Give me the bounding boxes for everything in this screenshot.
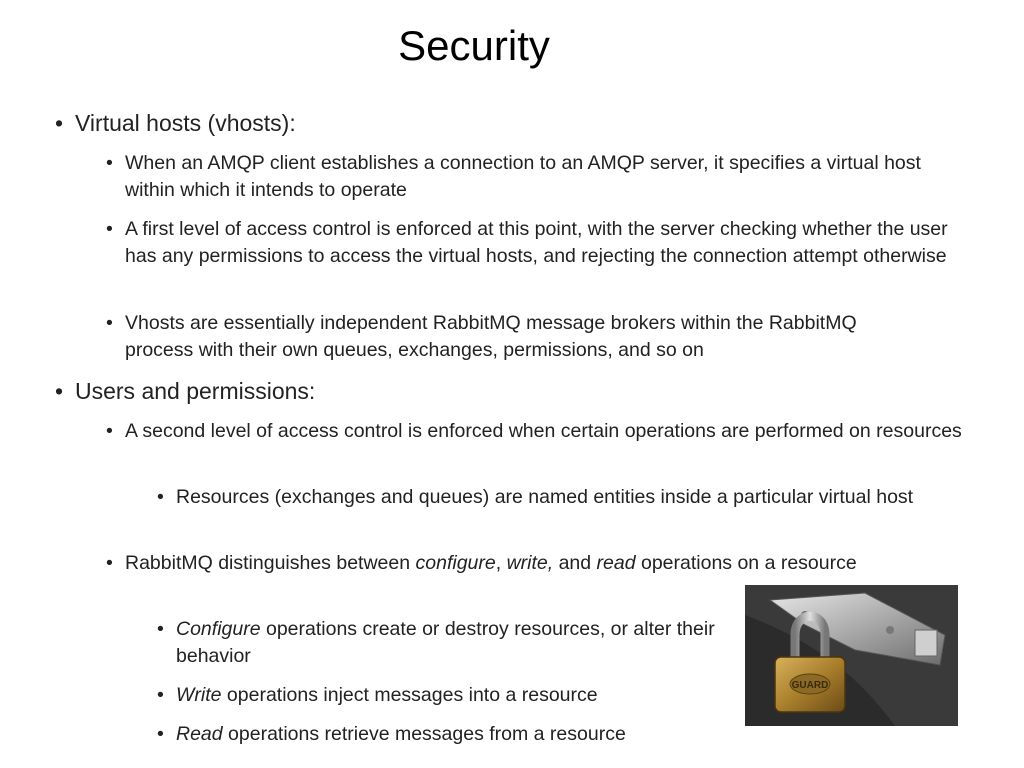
slide-title: Security — [398, 22, 550, 69]
bullet-operations — [106, 550, 905, 577]
bullet-text: Users and permissions: — [75, 378, 316, 404]
bullet-dot: • — [106, 552, 113, 574]
bullet-text: When an AMQP client establishes a connection to an AMQP server, it specifies a virtual host within which it intends to operate — [125, 152, 921, 201]
bullet-text: Vhosts are essentially independent RabbitMQ message brokers within the RabbitMQ process with their own queues, exchanges, permissions, and so on — [125, 312, 857, 361]
bullet-text: A first level of access control is enforced at this point, with the server checking whether the user has any permissions to access the virtual hosts, and rejecting the connection attempt otherwise — [125, 218, 948, 267]
bullet-dot: • — [106, 152, 113, 174]
bullet-text: RabbitMQ distinguishes between configure, write, and read operations on a resource — [125, 552, 857, 574]
bullet-text: Configure operations create or destroy resources, or alter their behavior — [176, 618, 715, 667]
bullet-write-operations — [157, 682, 716, 709]
bullet-dot: • — [106, 420, 113, 442]
bullet-read-operations — [157, 721, 736, 748]
bullet-configure-operations — [157, 616, 716, 670]
bullet-text: Read operations retrieve messages from a resource — [176, 723, 626, 745]
bullet-vhosts-independent — [106, 310, 925, 364]
bullet-dot: • — [157, 723, 164, 745]
bullet-dot: • — [106, 312, 113, 334]
bullet-dot: • — [157, 486, 164, 508]
bullet-resources — [157, 484, 936, 511]
bullet-dot: • — [157, 684, 164, 706]
bullet-users-permissions — [55, 378, 955, 405]
bullet-text: Virtual hosts (vhosts): — [75, 110, 296, 136]
bullet-dot: • — [157, 618, 164, 640]
padlock-illustration — [745, 585, 958, 726]
lock-brand-text: GUARD — [791, 680, 829, 691]
bullet-amqp-connection — [106, 150, 965, 204]
bullet-first-level-access — [106, 216, 965, 270]
bullet-dot: • — [106, 218, 113, 240]
bullet-dot: • — [55, 378, 64, 404]
bullet-text: A second level of access control is enforced when certain operations are performed on resources — [125, 420, 962, 442]
bullet-dot: • — [55, 110, 64, 136]
bullet-text: Write operations inject messages into a resource — [176, 684, 598, 706]
bullet-second-level-access — [106, 418, 970, 445]
bullet-virtual-hosts — [55, 110, 955, 137]
padlock-image — [745, 585, 958, 726]
bullet-text: Resources (exchanges and queues) are named entities inside a particular virtual host — [176, 486, 914, 508]
